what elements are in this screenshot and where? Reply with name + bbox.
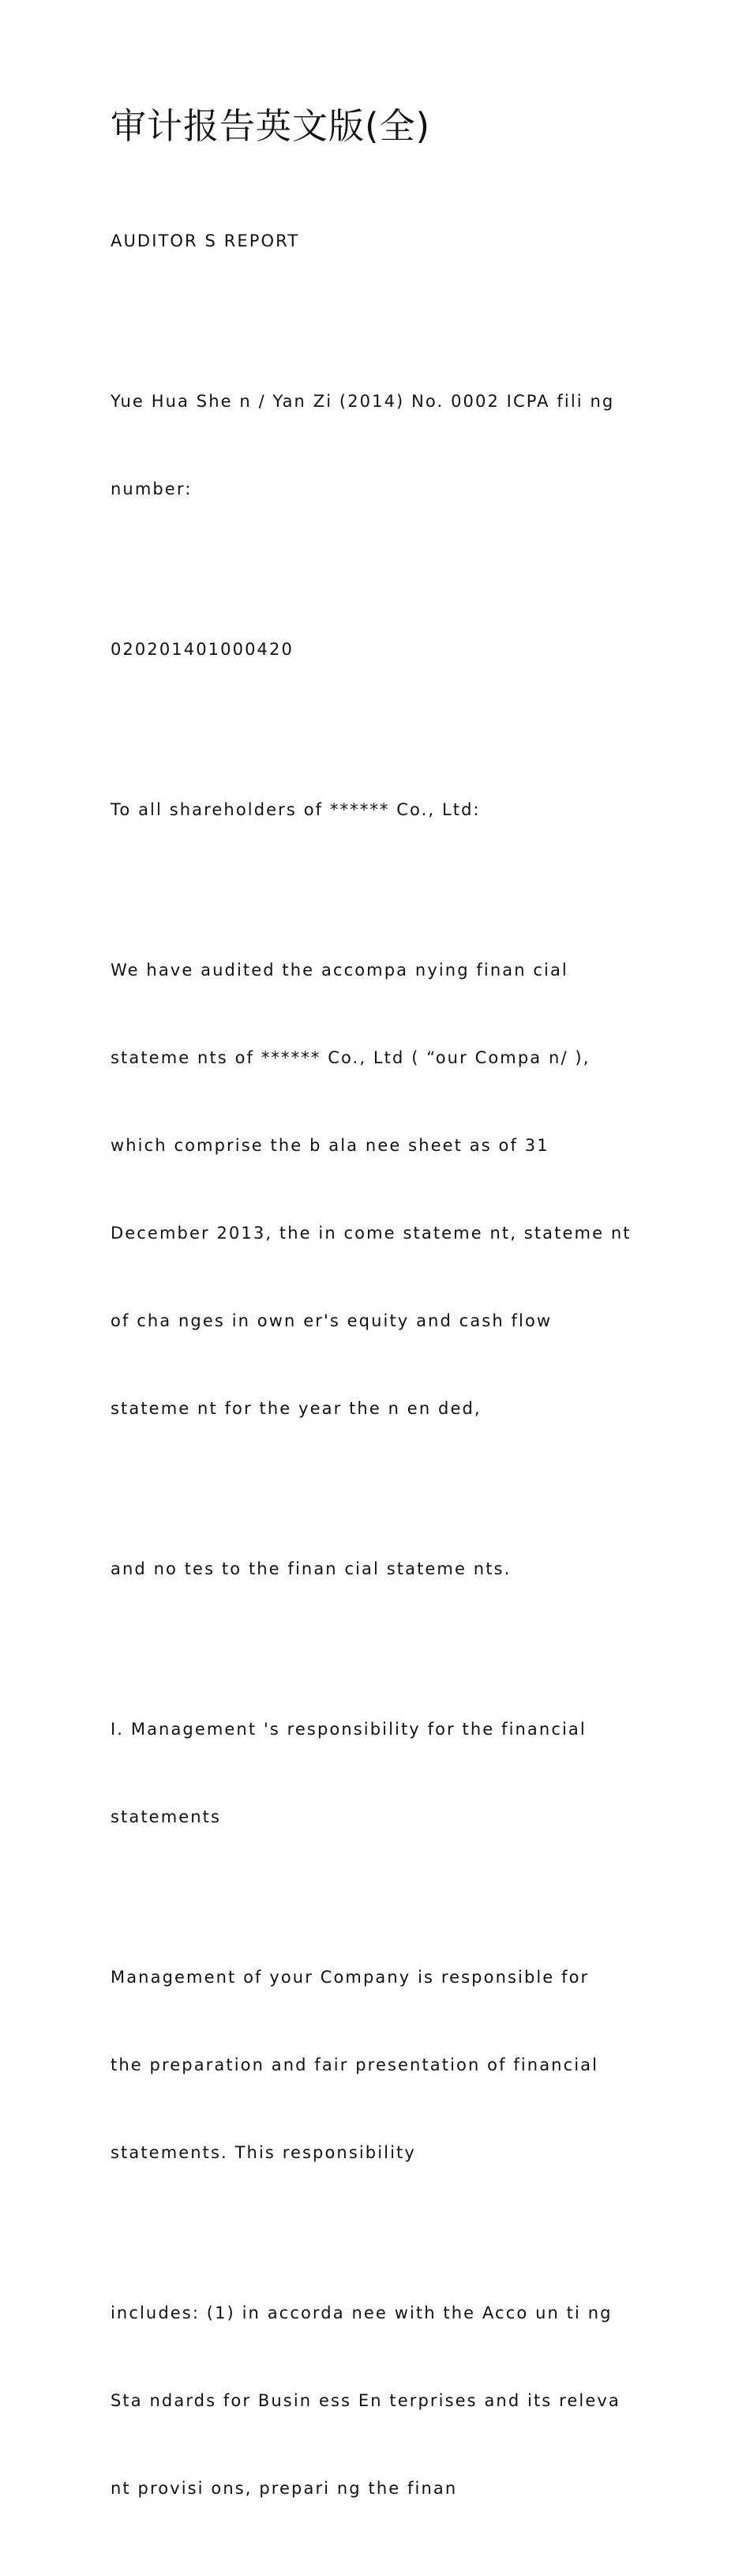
text-line: the preparation and fair presentation of financial [111, 2055, 599, 2074]
document-title: 审计报告英文版(全) [111, 105, 431, 147]
section-heading-management-responsibility [111, 1657, 655, 1890]
text-line: and no tes to the finan cial stateme nts. [111, 1559, 512, 1578]
text-line: To all shareholders of ****** Co., Ltd: [111, 800, 481, 819]
text-line: 020201401000420 [111, 640, 294, 659]
text-line: We have audited the accompa nying finan cial [111, 961, 568, 980]
management-responsibility-paragraph [111, 1905, 655, 2226]
report-heading [111, 168, 655, 314]
text-line: AUDITOR S REPORT [111, 231, 300, 250]
text-line: which comprise the b ala nee sheet as of 31 [111, 1136, 549, 1155]
text-line: Sta ndards for Busin ess En terprises and its releva [111, 2391, 621, 2410]
notes-paragraph [111, 1496, 655, 1642]
text-line: includes: (1) in accorda nee with the Acco un ti ng [111, 2303, 613, 2322]
responsibility-includes-paragraph [111, 2240, 655, 2562]
text-line: statements. This responsibility [111, 2143, 416, 2162]
text-line: December 2013, the in come stateme nt, stateme nt [111, 1224, 632, 1243]
text-line: Yue Hua She n / Yan Zi (2014) No. 0002 ICPA fili ng [111, 392, 615, 411]
text-line: Management of your Company is responsible for [111, 1968, 590, 1987]
salutation [111, 737, 655, 883]
audit-scope-paragraph [111, 897, 655, 1482]
filing-number [111, 577, 655, 723]
text-line: stateme nt for the year the n en ded, [111, 1399, 482, 1418]
text-line: stateme nts of ****** Co., Ltd ( “our Compa n/ ), [111, 1048, 591, 1067]
text-line: of cha nges in own er's equity and cash flow [111, 1311, 553, 1330]
text-line: I. Management 's responsibility for the financial [111, 1720, 587, 1739]
text-line: nt provisi ons, prepari ng the finan [111, 2479, 458, 2498]
document-body [111, 101, 655, 2576]
text-line: statements [111, 1807, 222, 1826]
filing-reference [111, 329, 655, 562]
text-line: number: [111, 479, 193, 498]
